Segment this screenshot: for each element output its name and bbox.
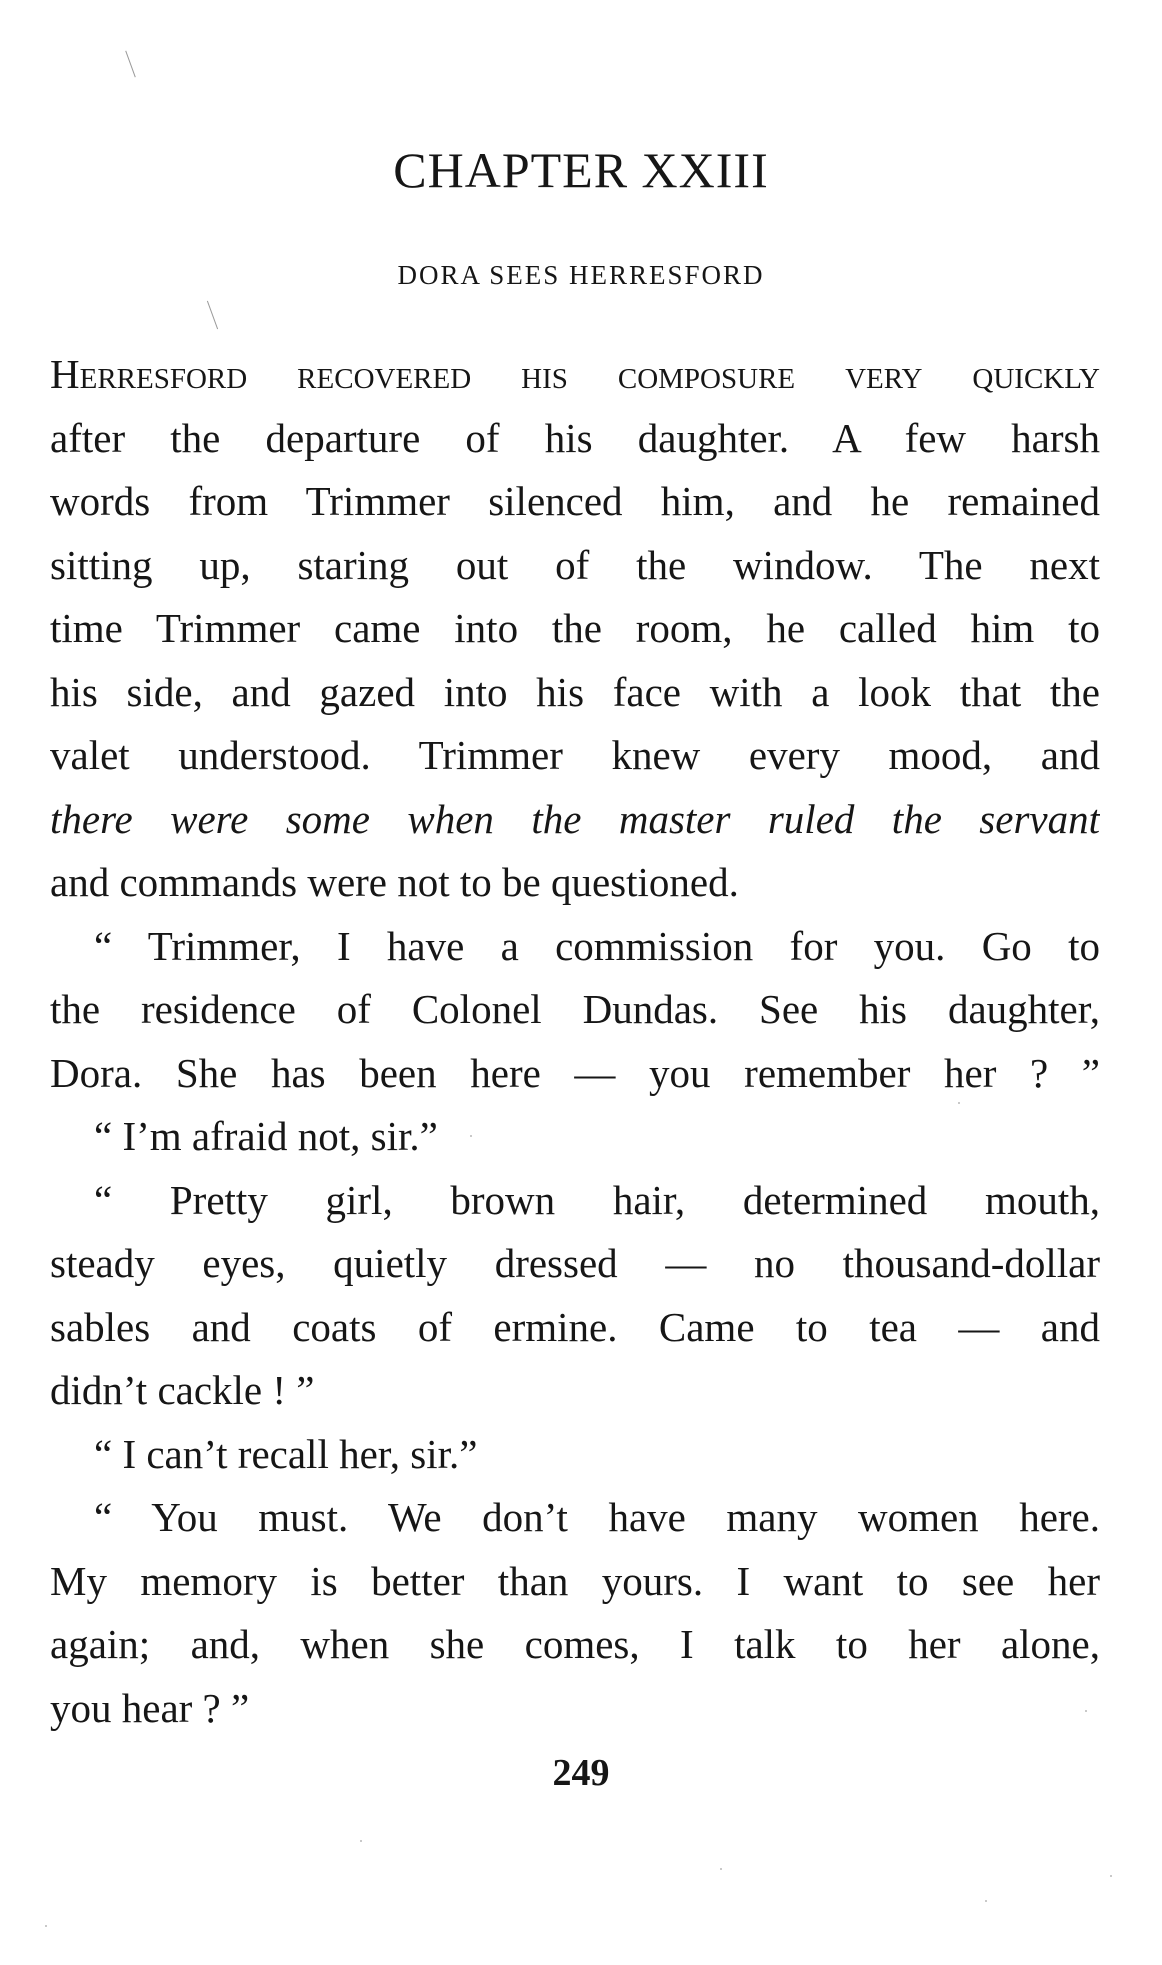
- paper-speck: [958, 1102, 960, 1104]
- text-line: after the departure of his daughter. A few harsh: [50, 414, 1100, 461]
- text-line: you hear ? ”: [50, 1684, 250, 1731]
- text-line: “ I’m afraid not, sir.”: [94, 1113, 438, 1159]
- stray-mark-top: [125, 51, 136, 78]
- text-line: and commands were not to be questioned.: [50, 859, 739, 905]
- body-text: [50, 343, 1100, 1740]
- text-line: the residence of Colonel Dundas. See his daughter,: [50, 986, 1100, 1032]
- text-line: “ I can’t recall her, sir.”: [94, 1430, 478, 1477]
- text-line: sables and coats of ermine. Came to tea — and: [50, 1303, 1100, 1350]
- text-line: steady eyes, quietly dressed — no thousand-dollar: [50, 1240, 1100, 1286]
- chapter-heading: CHAPTER XXIII: [393, 142, 769, 198]
- paper-speck: [360, 1840, 362, 1842]
- paper-speck: [470, 1135, 472, 1137]
- paper-speck: [985, 1900, 987, 1902]
- page-number: 249: [552, 1752, 610, 1794]
- text-line: words from Trimmer silenced him, and he remained: [50, 478, 1100, 524]
- paper-speck: [45, 1925, 47, 1927]
- text-line: time Trimmer came into the room, he called him to: [50, 605, 1100, 651]
- paper-speck: [720, 1868, 722, 1870]
- paper-speck: [1085, 1710, 1087, 1712]
- stray-mark-subtitle: [207, 301, 218, 330]
- text-line: “ Pretty girl, brown hair, determined mouth,: [94, 1176, 1100, 1223]
- text-line: there were some when the master ruled the servant: [50, 795, 1100, 842]
- text-line: valet understood. Trimmer knew every mood, and: [50, 732, 1100, 778]
- text-line: Dora. She has been here — you remember her ? ”: [50, 1049, 1100, 1096]
- text-line: didn’t cackle ! ”: [50, 1367, 315, 1413]
- paper-speck: [1110, 1875, 1112, 1877]
- text-line: his side, and gazed into his face with a look that the: [50, 668, 1100, 715]
- text-line: [50, 343, 1100, 407]
- text-line-content: Herresford recovered his composure very quickly: [50, 351, 1100, 397]
- text-line: again; and, when she comes, I talk to her alone,: [50, 1621, 1100, 1667]
- text-line: “ Trimmer, I have a commission for you. Go to: [94, 922, 1100, 969]
- text-line: “ You must. We don’t have many women here.: [94, 1494, 1100, 1540]
- text-line: sitting up, staring out of the window. The next: [50, 541, 1100, 588]
- text-line: My memory is better than yours. I want to see her: [50, 1557, 1100, 1604]
- chapter-subtitle: DORA SEES HERRESFORD: [397, 260, 765, 290]
